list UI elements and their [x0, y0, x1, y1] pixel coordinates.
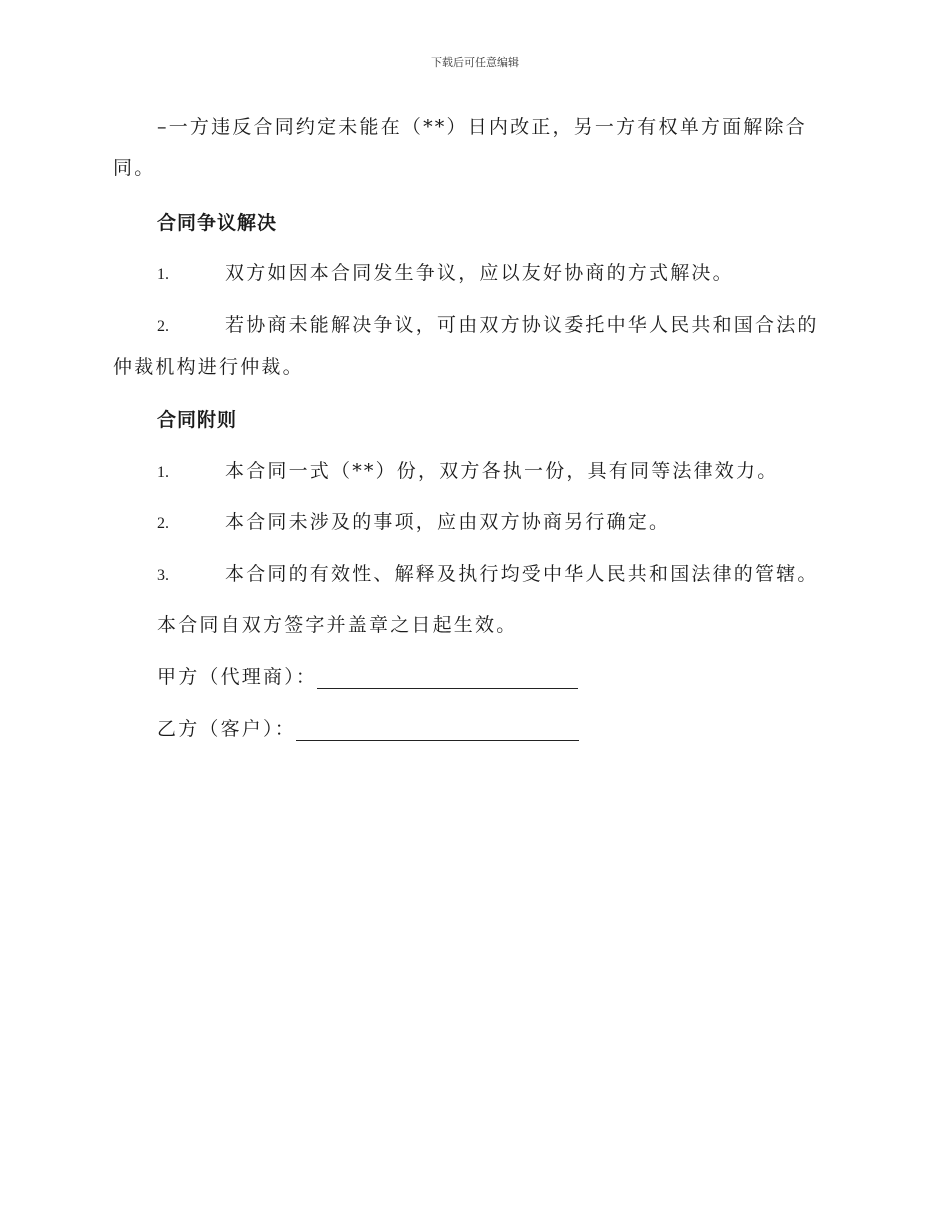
dispute-item-1-number: 1.: [157, 266, 169, 283]
appendix-item-3: [113, 554, 838, 596]
appendix-item-2-number: 2.: [157, 515, 169, 532]
dispute-item-2-text-continued: 仲裁机构进行仲裁。: [113, 356, 304, 378]
dispute-item-1-text: 双方如因本合同发生争议，应以友好协商的方式解决。: [225, 262, 734, 284]
dispute-item-2-number: 2.: [157, 318, 169, 335]
termination-line-1: –一方违反合同约定未能在（**）日内改正，另一方有权单方面解除合: [157, 116, 807, 138]
party-b-signature-line[interactable]: [296, 718, 579, 741]
party-a-signature-line[interactable]: [317, 666, 578, 689]
termination-clause: [113, 107, 838, 189]
dispute-item-2: [113, 305, 838, 388]
party-a-label: 甲方（代理商）：: [157, 666, 318, 688]
appendix-section-title: 合同附则: [157, 409, 238, 431]
dispute-item-1: [113, 253, 838, 295]
termination-line-2: 同。: [113, 157, 156, 179]
page-header: 下载后可任意编辑: [431, 56, 519, 69]
appendix-item-3-text: 本合同的有效性、解释及执行均受中华人民共和国法律的管辖。: [225, 563, 819, 585]
appendix-item-3-number: 3.: [157, 567, 169, 584]
party-b-signature: [157, 709, 579, 750]
dispute-section-title: 合同争议解决: [157, 212, 278, 234]
effective-clause: 本合同自双方签字并盖章之日起生效。: [157, 614, 518, 636]
party-b-label: 乙方（客户）：: [157, 718, 296, 740]
appendix-item-2-text: 本合同未涉及的事项，应由双方协商另行确定。: [225, 511, 671, 533]
dispute-item-2-text: 若协商未能解决争议，可由双方协议委托中华人民共和国合法的: [225, 314, 819, 336]
party-a-signature: [157, 657, 578, 698]
appendix-item-1: [113, 451, 838, 493]
appendix-item-1-number: 1.: [157, 464, 169, 481]
appendix-item-2: [113, 502, 838, 544]
appendix-item-1-text: 本合同一式（**）份，双方各执一份，具有同等法律效力。: [225, 460, 779, 482]
